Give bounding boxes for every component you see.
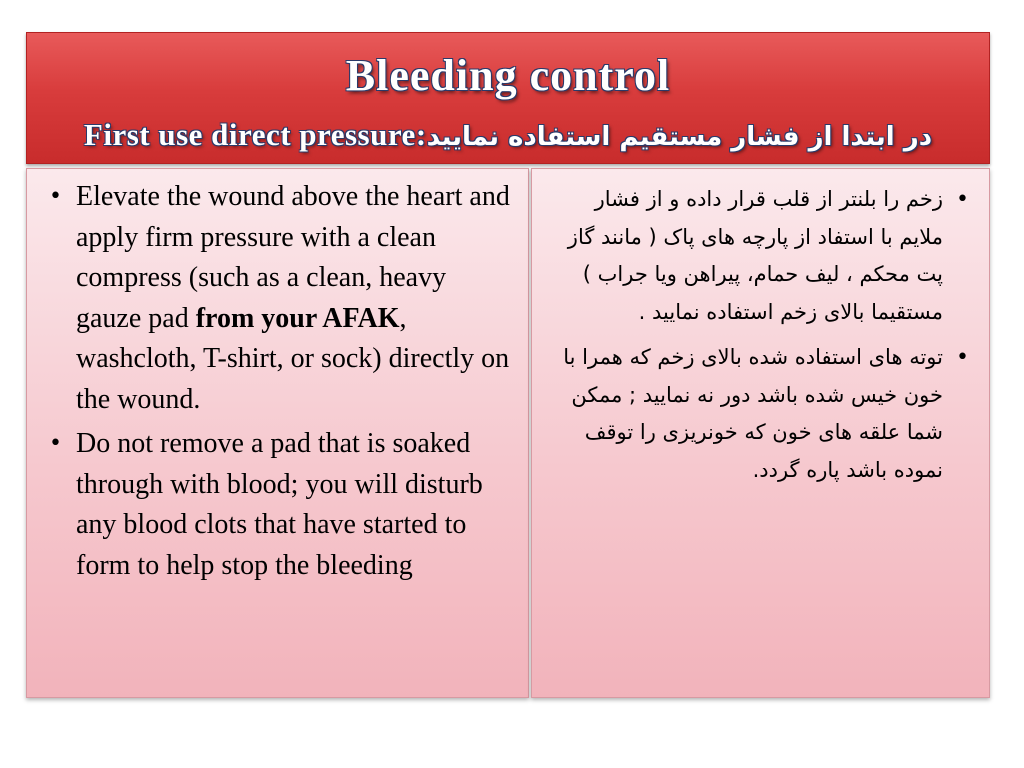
list-item — [550, 339, 969, 489]
farsi-bullet-list — [532, 169, 989, 489]
list-item — [49, 424, 514, 586]
slide-subtitle — [27, 115, 989, 157]
bullet-text-part: , washcloth, T-shirt, or sock) directly on the wound. — [76, 302, 510, 415]
bullet-bold-text: from your AFAK — [195, 302, 400, 334]
list-item — [49, 177, 514, 420]
bullet-text: توته های استفاده شده بالای زخم که همرا با خون خیس شده باشد دور نه نمایید ; ممکن شما علقه های خون که خونریزی را توقف نموده باشد پاره گردد. — [563, 345, 943, 482]
bullet-text-part: Elevate the wound above the heart and apply firm pressure with a clean compress (such as a clean, heavy gauze pad — [76, 181, 510, 334]
title-banner — [26, 32, 990, 164]
slide-title: Bleeding control — [345, 51, 671, 100]
bullet-text: Do not remove a pad that is soaked through with blood; you will disturb any blood clots that have started to form to help stop the bleeding — [76, 428, 483, 581]
bullet-text: زخم را بلنتر از قلب قرار داده و از فشار ملایم با استفاد از پارچه های پاک ( مانند گاز پت محکم ، لیف حمام، پیراهن ویا جراب ) مستقیما بالای زخم استفاده نمایید . — [567, 187, 943, 324]
subtitle-english: First use direct pressure: — [83, 117, 427, 152]
subtitle-farsi: در ابتدا از فشار مستقیم استفاده نمایید — [426, 122, 933, 152]
farsi-panel — [531, 168, 990, 698]
english-panel — [26, 168, 529, 698]
list-item — [550, 181, 969, 331]
english-bullet-list — [27, 169, 528, 586]
